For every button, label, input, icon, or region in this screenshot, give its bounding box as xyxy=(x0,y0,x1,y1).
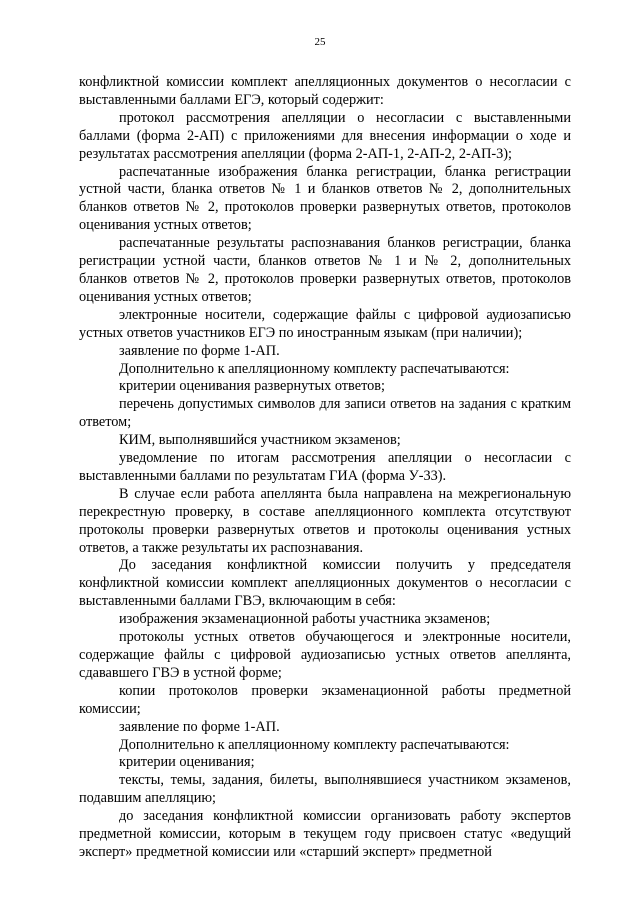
paragraph: конфликтной комиссии комплект апелляционных документов о несогласии с выставленными баллами ЕГЭ, который содержит: xyxy=(79,74,571,108)
paragraph: КИМ, выполнявшийся участником экзаменов; xyxy=(119,432,401,449)
paragraph: критерии оценивания; xyxy=(119,754,255,771)
paragraph: электронные носители, содержащие файлы с цифровой аудиозаписью устных ответов участников ЕГЭ по иностранным языкам (при наличии); xyxy=(79,306,571,341)
paragraph: До заседания конфликтной комиссии получить у председателя конфликтной комиссии комплект апелляционных документов о несогласии с выставленными баллами ГВЭ, включающим в себя: xyxy=(79,557,571,610)
page-number: 25 xyxy=(314,36,326,48)
paragraph: заявление по форме 1-АП. xyxy=(119,718,280,735)
paragraph: распечатанные изображения бланка регистрации, бланка регистрации устной части, бланка ответов № 1 и бланков ответов № 2, дополнительных бланков ответов № 2, протоколов проверки развернутых ответов, протоколов оценивания устных ответов; xyxy=(79,163,571,234)
paragraph: распечатанные результаты распознавания бланков регистрации, бланка регистрации устной части, бланков ответов № 1 и № 2, дополнительных бланков ответов № 2, протоколов проверки развернутых ответов, протоколов оценивания устных ответов; xyxy=(79,235,571,305)
paragraph: Дополнительно к апелляционному комплекту распечатываются: xyxy=(119,360,510,377)
paragraph: заявление по форме 1-АП. xyxy=(119,342,280,359)
paragraph: протоколы устных ответов обучающегося и электронные носители, содержащие файлы с цифровой аудиозаписью устных ответов апеллянта, сдававшего ГВЭ в устной форме; xyxy=(79,629,571,681)
body-text xyxy=(79,74,571,862)
paragraph: протокол рассмотрения апелляции о несогласии с выставленными баллами (форма 2-АП) с приложениями для внесения информации о ходе и результатах рассмотрения апелляции (форма 2-АП-1, 2-АП-2, 2-АП-3); xyxy=(79,109,571,162)
paragraph: перечень допустимых символов для записи ответов на задания с кратким ответом; xyxy=(79,396,571,431)
paragraph: копии протоколов проверки экзаменационной работы предметной комиссии; xyxy=(79,682,571,717)
paragraph: уведомление по итогам рассмотрения апелляции о несогласии с выставленными баллами по результатам ГИА (форма У-33). xyxy=(79,450,571,484)
paragraph: тексты, темы, задания, билеты, выполнявшиеся участником экзаменов, подавшим апелляцию; xyxy=(79,772,571,807)
paragraph: Дополнительно к апелляционному комплекту распечатываются: xyxy=(119,736,510,753)
paragraph: критерии оценивания развернутых ответов; xyxy=(119,378,386,395)
paragraph: изображения экзаменационной работы участника экзаменов; xyxy=(119,611,491,628)
paragraph: до заседания конфликтной комиссии организовать работу экспертов предметной комиссии, которым в текущем году присвоен статус «ведущий эксперт» предметной комиссии или «старший эксперт» предметной xyxy=(79,808,571,860)
paragraph: В случае если работа апеллянта была направлена на межрегиональную перекрестную проверку, в составе апелляционного комплекта отсутствуют протоколы проверки развернутых ответов и протоколы оценивания устных ответов, а также результаты их распознавания. xyxy=(79,485,571,556)
